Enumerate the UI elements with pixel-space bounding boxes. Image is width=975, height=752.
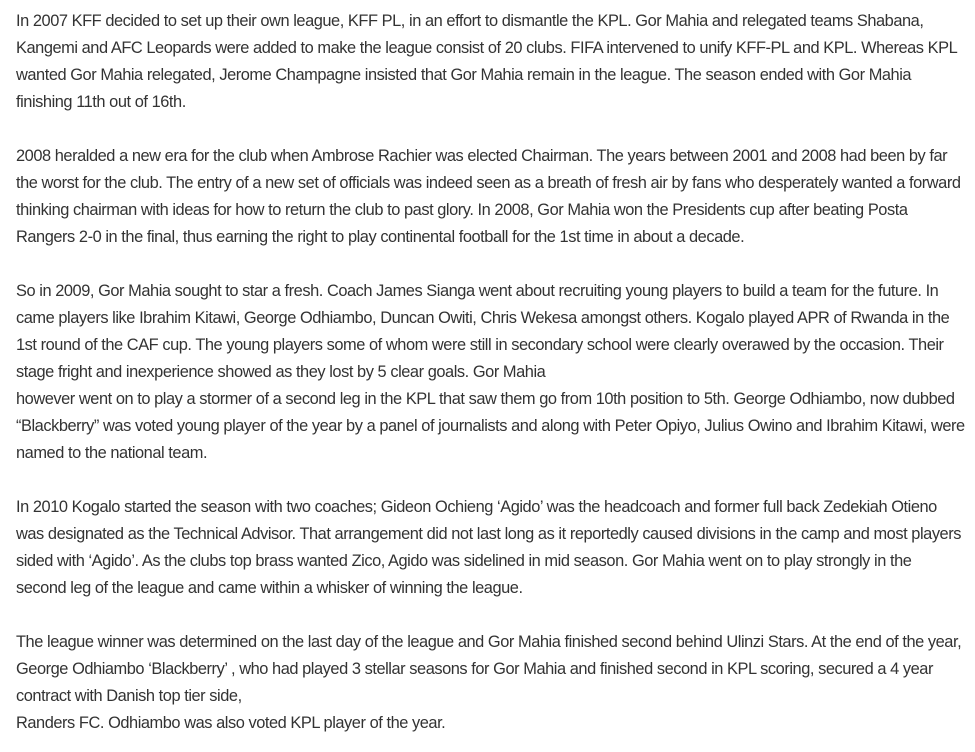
paragraph-2010 (16, 494, 965, 602)
paragraph-2007 (16, 8, 965, 116)
paragraph-league-winner (16, 629, 965, 737)
paragraph-text: 2008 heralded a new era for the club when Ambrose Rachier was elected Chairman. The years between 2001 and 2008 had been by far the worst for the club. The entry of a new set of officials was indeed seen as a breath of fresh air by fans who desperately wanted a forward thinking chairman with ideas for how to return the club to past glory. In 2008, Gor Mahia won the Presidents cup after beating Posta Rangers 2-0 in the final, thus earning the right to play continental football for the 1st time in about a decade. (16, 147, 961, 246)
paragraph-text-continued: however went on to play a stormer of a second leg in the KPL that saw them go from 10th position to 5th. George Odhiambo, now dubbed “Blackberry” was voted young player of the year by a panel of journalists and along with Peter Opiyo, Julius Owino and Ibrahim Kitawi, were named to the national team. (16, 390, 965, 462)
paragraph-text: So in 2009, Gor Mahia sought to star a fresh. Coach James Sianga went about recruiting young players to build a team for the future. In came players like Ibrahim Kitawi, George Odhiambo, Duncan Owiti, Chris Wekesa amongst others. Kogalo played APR of Rwanda in the 1st round of the CAF cup. The young players some of whom were still in secondary school were clearly overawed by the occasion. Their stage fright and inexperience showed as they lost by 5 clear goals. Gor Mahia (16, 282, 950, 381)
paragraph-text: The league winner was determined on the last day of the league and Gor Mahia finished second behind Ulinzi Stars. At the end of the year, George Odhiambo ‘Blackberry’ , who had played 3 stellar seasons for Gor Mahia and finished second in KPL scoring, secured a 4 year contract with Danish top tier side, (16, 633, 962, 705)
paragraph-2008 (16, 143, 965, 251)
paragraph-text: In 2010 Kogalo started the season with two coaches; Gideon Ochieng ‘Agido’ was the headcoach and former full back Zedekiah Otieno was designated as the Technical Advisor. That arrangement did not last long as it reportedly caused divisions in the camp and most players sided with ‘Agido’. As the clubs top brass wanted Zico, Agido was sidelined in mid season. Gor Mahia went on to play strongly in the second leg of the league and came within a whisker of winning the league. (16, 498, 961, 597)
paragraph-text: In 2007 KFF decided to set up their own league, KFF PL, in an effort to dismantle the KPL. Gor Mahia and relegated teams Shabana, Kangemi and AFC Leopards were added to make the league consist of 20 clubs. FIFA intervened to unify KFF-PL and KPL. Whereas KPL wanted Gor Mahia relegated, Jerome Champagne insisted that Gor Mahia remain in the league. The season ended with Gor Mahia finishing 11th out of 16th. (16, 12, 957, 111)
paragraph-text-continued: Randers FC. Odhiambo was also voted KPL player of the year. (16, 714, 446, 732)
paragraph-2009 (16, 278, 965, 467)
